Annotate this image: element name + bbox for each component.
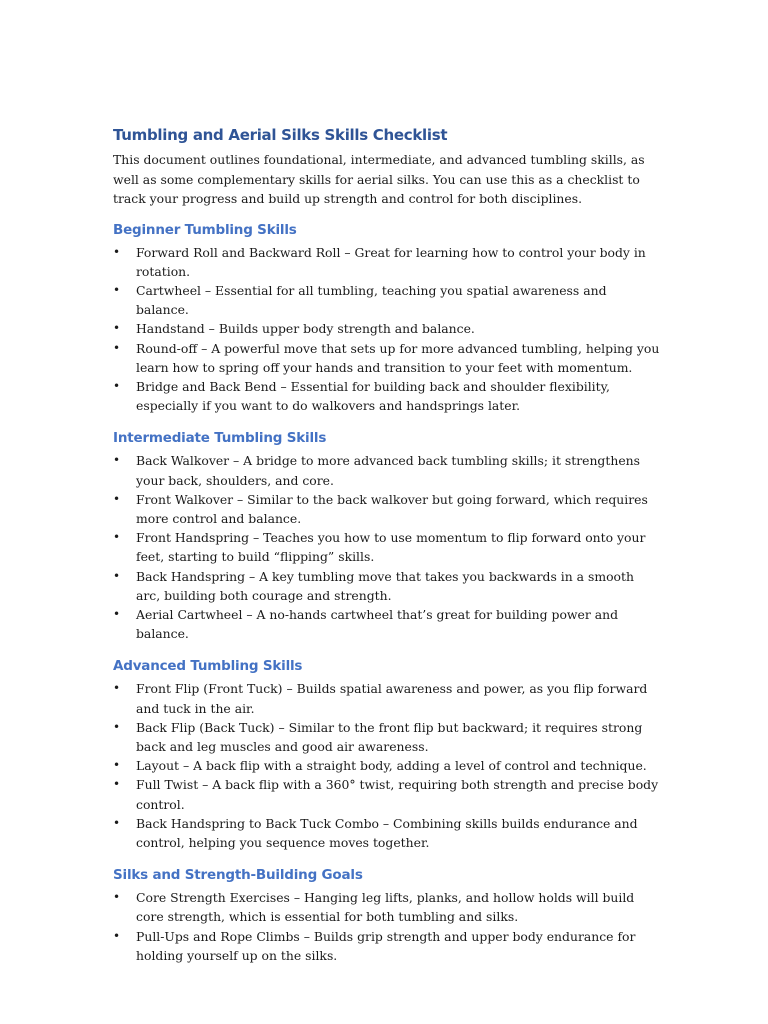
bullet-icon: •	[113, 282, 121, 297]
list-item	[113, 927, 661, 965]
list-item	[113, 814, 661, 852]
section-heading: Intermediate Tumbling Skills	[113, 430, 327, 447]
list-item	[113, 490, 661, 528]
bullet-icon: •	[113, 378, 121, 393]
bullet-icon: •	[113, 681, 121, 696]
list-item-text: Cartwheel – Essential for all tumbling, teaching you spatial awareness and balance.	[136, 282, 607, 318]
list-item-text: Core Strength Exercises – Hanging leg lifts, planks, and hollow holds will build core strength, which is essential for both tumbling and silks.	[136, 890, 635, 925]
bullet-icon: •	[113, 244, 121, 259]
section-heading: Advanced Tumbling Skills	[113, 658, 303, 675]
bullet-icon: •	[113, 491, 121, 506]
section-heading: Silks and Strength-Building Goals	[113, 867, 363, 884]
list-item-text: Layout – A back flip with a straight body, adding a level of control and technique.	[136, 758, 647, 774]
bullet-icon: •	[113, 719, 121, 734]
list-item-text: Forward Roll and Backward Roll – Great for learning how to control your body in rotation.	[136, 244, 646, 279]
skill-list	[113, 679, 661, 852]
list-item-text: Back Handspring – A key tumbling move that takes you backwards in a smooth arc, building both courage and strength.	[136, 568, 634, 603]
bullet-icon: •	[113, 890, 121, 905]
skill-list	[113, 888, 661, 965]
skill-list	[113, 243, 661, 416]
bullet-icon: •	[113, 777, 121, 792]
list-item	[113, 243, 661, 281]
list-item	[113, 281, 661, 319]
section-intermediate	[113, 429, 661, 643]
list-item-text: Front Flip (Front Tuck) – Builds spatial awareness and power, as you flip forward and tuck in the air.	[136, 681, 648, 716]
list-item	[113, 756, 661, 775]
intro-paragraph: This document outlines foundational, intermediate, and advanced tumbling skills, as well as some complementary skills for aerial silks. You can use this as a checklist to track your progress and build up strength and control for both disciplines.	[113, 152, 645, 206]
list-item-text: Back Flip (Back Tuck) – Similar to the front flip but backward; it requires strong back and leg muscles and good air awareness.	[136, 719, 643, 754]
list-item	[113, 319, 661, 338]
section-advanced	[113, 657, 661, 852]
list-item-text: Back Walkover – A bridge to more advanced back tumbling skills; it strengthens your back, shoulders, and core.	[136, 453, 640, 488]
list-item	[113, 339, 661, 377]
bullet-icon: •	[113, 530, 121, 545]
bullet-icon: •	[113, 606, 121, 621]
bullet-icon: •	[113, 568, 121, 583]
bullet-icon: •	[113, 928, 121, 943]
section-beginner	[113, 221, 661, 416]
bullet-icon: •	[113, 453, 121, 468]
list-item-text: Aerial Cartwheel – A no-hands cartwheel that’s great for building power and balance.	[136, 606, 619, 642]
bullet-icon: •	[113, 321, 121, 336]
bullet-icon: •	[113, 758, 121, 773]
list-item-text: Full Twist – A back flip with a 360° twist, requiring both strength and precise body control.	[136, 777, 659, 812]
list-item	[113, 377, 661, 415]
document-title: Tumbling and Aerial Silks Skills Checklist	[113, 126, 448, 144]
bullet-icon: •	[113, 815, 121, 830]
bullet-icon: •	[113, 340, 121, 355]
list-item	[113, 775, 661, 813]
list-item	[113, 605, 661, 643]
list-item	[113, 567, 661, 605]
list-item-text: Back Handspring to Back Tuck Combo – Combining skills builds endurance and control, helping you sequence moves together.	[136, 815, 638, 850]
section-heading: Beginner Tumbling Skills	[113, 221, 297, 238]
list-item-text: Bridge and Back Bend – Essential for building back and shoulder flexibility, especially if you want to do walkovers and handsprings later.	[136, 378, 610, 414]
list-item	[113, 679, 661, 717]
list-item-text: Front Walkover – Similar to the back walkover but going forward, which requires more control and balance.	[136, 491, 648, 526]
list-item	[113, 451, 661, 489]
skill-list	[113, 451, 661, 643]
section-silks	[113, 866, 661, 965]
list-item-text: Round-off – A powerful move that sets up for more advanced tumbling, helping you learn how to spring off your hands and transition to your feet with momentum.	[136, 340, 660, 375]
document-page	[113, 125, 661, 979]
list-item	[113, 888, 661, 926]
list-item-text: Pull-Ups and Rope Climbs – Builds grip strength and upper body endurance for holding yourself up on the silks.	[136, 928, 636, 963]
list-item-text: Front Handspring – Teaches you how to use momentum to flip forward onto your feet, starting to build “flipping” skills.	[136, 530, 646, 565]
list-item-text: Handstand – Builds upper body strength and balance.	[136, 321, 475, 337]
list-item	[113, 528, 661, 566]
list-item	[113, 718, 661, 756]
